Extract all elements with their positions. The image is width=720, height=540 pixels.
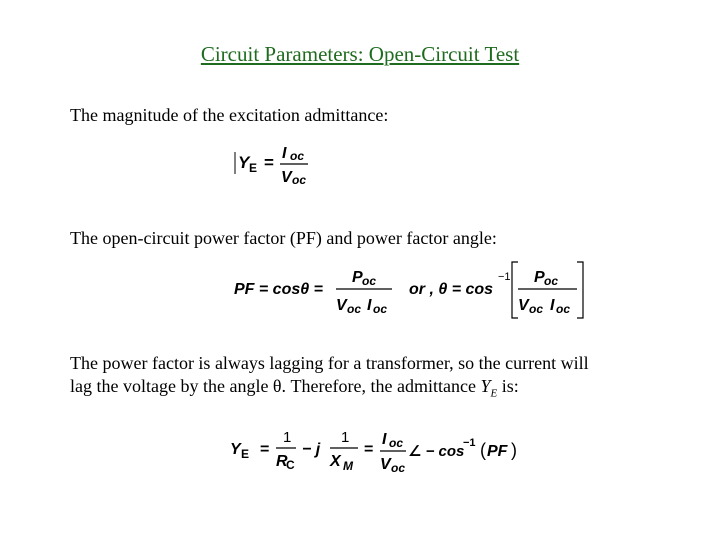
eq3-inverse-exponent: −1 (463, 437, 476, 449)
lagging-text-end: is: (497, 376, 519, 396)
eq2-inverse-exponent: −1 (498, 271, 511, 283)
equation-admittance (230, 424, 530, 480)
eq2-arg-denominator-i: I (550, 297, 555, 314)
eq2-numerator-sub: oc (362, 274, 377, 288)
eq3-reactance: X (330, 453, 341, 470)
eq3-one-a: 1 (283, 429, 292, 446)
eq1-denominator-sub: oc (292, 173, 307, 187)
equation-excitation-admittance (232, 140, 322, 190)
eq2-denominator-v-sub: oc (347, 302, 362, 316)
eq3-angle-arccos: ∠ − cos (408, 443, 465, 460)
eq3-reactance-sub: M (343, 459, 353, 473)
eq3-one-b: 1 (341, 429, 350, 446)
eq3-current-sub: oc (389, 436, 404, 450)
paragraph-excitation-admittance: The magnitude of the excitation admittance: (70, 105, 389, 125)
eq1-numerator-sub: oc (290, 149, 305, 163)
eq3-minus-j: − j (302, 441, 321, 458)
eq1-numerator: I (282, 145, 287, 162)
eq3-lhs-sub: E (241, 447, 250, 461)
eq1-lhs: Y (238, 153, 250, 172)
paragraph-power-factor: The open-circuit power factor (PF) and power factor angle: (70, 228, 497, 248)
eq3-argument: PF (487, 443, 508, 460)
eq2-arg-denominator-i-sub: oc (556, 302, 571, 316)
paragraph-lagging-line2 (70, 375, 519, 405)
eq2-denominator-i-sub: oc (373, 302, 388, 316)
eq2-arg-numerator-sub: oc (544, 274, 559, 288)
eq3-voltage: V (380, 456, 391, 473)
admittance-symbol: Y (480, 376, 491, 396)
lagging-text: lag the voltage by the angle θ. Therefore, the admittance (70, 376, 481, 396)
eq3-resistance: R (276, 453, 288, 470)
eq1-denominator: V (281, 169, 292, 186)
eq2-bracket-right (577, 262, 583, 318)
eq2-arg-denominator-v-sub: oc (529, 302, 544, 316)
eq3-current: I (382, 431, 387, 448)
eq3-paren-open: ( (480, 440, 486, 460)
eq3-paren-close: ) (511, 440, 517, 460)
admittance-symbol-sub: E (490, 387, 498, 400)
eq2-arg-denominator-v: V (518, 297, 529, 314)
eq3-voltage-sub: oc (391, 461, 406, 475)
equation-power-factor (234, 258, 594, 322)
eq2-arg-numerator: P (534, 269, 545, 286)
eq2-lhs: PF = cosθ = (234, 281, 323, 298)
paragraph-lagging-line1: The power factor is always lagging for a transformer, so the current will (70, 353, 589, 373)
eq3-equals: = (260, 441, 270, 458)
eq2-numerator: P (352, 269, 363, 286)
eq1-lhs-sub: E (249, 161, 258, 175)
eq1-equals: = (264, 153, 274, 172)
slide-title: Circuit Parameters: Open-Circuit Test (200, 42, 520, 66)
eq2-denominator-v: V (336, 297, 347, 314)
eq3-lhs: Y (230, 441, 241, 458)
eq3-resistance-sub: C (286, 458, 295, 472)
eq2-arccos: or , θ = cos (409, 281, 494, 298)
eq3-equals2: = (364, 441, 374, 458)
eq2-denominator-i: I (367, 297, 372, 314)
